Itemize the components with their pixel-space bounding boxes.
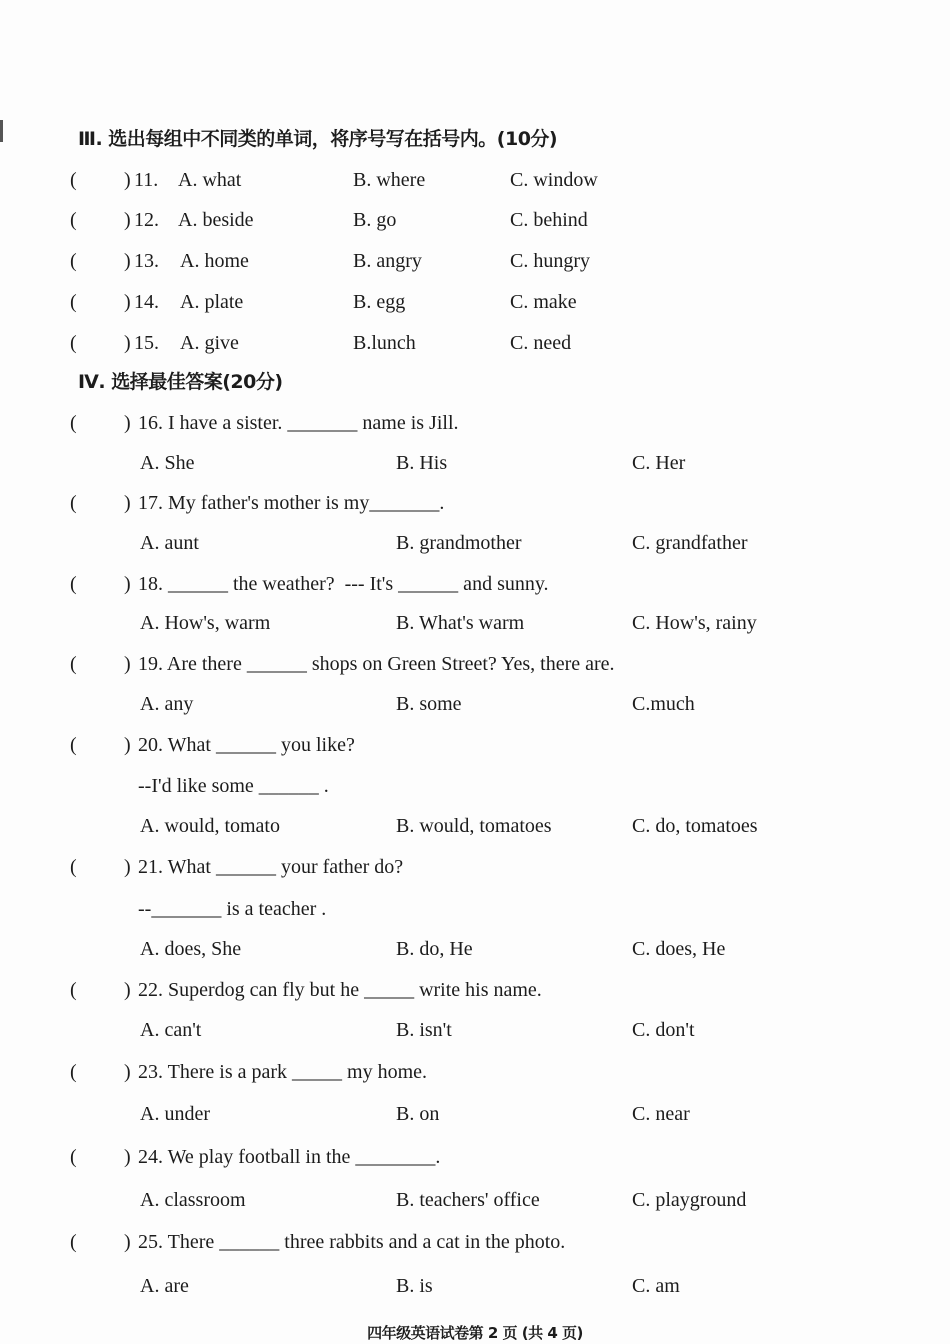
question-row bbox=[0, 649, 950, 679]
question-row bbox=[0, 287, 950, 317]
answer-bracket-close: ) bbox=[124, 1061, 131, 1083]
option-a: A. what bbox=[178, 169, 242, 191]
options-row bbox=[0, 689, 950, 719]
question-row bbox=[0, 852, 950, 882]
option-c: C. am bbox=[632, 1275, 680, 1297]
options-row bbox=[0, 934, 950, 964]
answer-bracket-open[interactable]: ( bbox=[70, 734, 77, 756]
option-c: C. does, He bbox=[632, 938, 726, 960]
option-a: A. classroom bbox=[140, 1189, 246, 1211]
question-subtext: --_______ is a teacher . bbox=[138, 898, 327, 920]
option-c: C. behind bbox=[510, 209, 588, 231]
option-b: B. grandmother bbox=[396, 532, 522, 554]
section-4-heading-text: Ⅳ. 选择最佳答案(20分) bbox=[78, 371, 283, 393]
answer-bracket-close: ) bbox=[124, 209, 131, 231]
option-c: C. grandfather bbox=[632, 532, 748, 554]
section-3-heading bbox=[0, 124, 950, 154]
question-row bbox=[0, 408, 950, 438]
question-text: 18. ______ the weather? --- It's ______ and sunny. bbox=[138, 573, 549, 595]
option-a: A. would, tomato bbox=[140, 815, 280, 837]
option-a: A. beside bbox=[178, 209, 254, 231]
option-c: C. playground bbox=[632, 1189, 747, 1211]
option-b: B. some bbox=[396, 693, 462, 715]
question-row bbox=[0, 1057, 950, 1087]
option-b: B. angry bbox=[353, 250, 422, 272]
question-row bbox=[0, 975, 950, 1005]
question-subline bbox=[0, 894, 950, 924]
question-row bbox=[0, 328, 950, 358]
option-c: C. How's, rainy bbox=[632, 612, 757, 634]
answer-bracket-close: ) bbox=[124, 1146, 131, 1168]
option-b: B. egg bbox=[353, 291, 406, 313]
options-row bbox=[0, 448, 950, 478]
answer-bracket-open[interactable]: ( bbox=[70, 492, 77, 514]
answer-bracket-close: ) bbox=[124, 169, 131, 191]
options-row bbox=[0, 1271, 950, 1301]
question-text: 16. I have a sister. _______ name is Jill. bbox=[138, 412, 459, 434]
option-a: A. give bbox=[180, 332, 239, 354]
page-footer: 四年级英语试卷第 2 页 (共 4 页) bbox=[367, 1324, 583, 1342]
question-number: 13. bbox=[134, 250, 159, 272]
section-4-heading bbox=[0, 367, 950, 397]
answer-bracket-close: ) bbox=[124, 734, 131, 756]
option-b: B. His bbox=[396, 452, 448, 474]
option-b: B. isn't bbox=[396, 1019, 452, 1041]
answer-bracket-open[interactable]: ( bbox=[70, 653, 77, 675]
answer-bracket-open[interactable]: ( bbox=[70, 1231, 77, 1253]
question-row bbox=[0, 569, 950, 599]
question-row bbox=[0, 1227, 950, 1257]
option-b: B. where bbox=[353, 169, 426, 191]
question-subtext: --I'd like some ______ . bbox=[138, 775, 329, 797]
question-text: 20. What ______ you like? bbox=[138, 734, 355, 756]
answer-bracket-open[interactable]: ( bbox=[70, 856, 77, 878]
option-b: B. teachers' office bbox=[396, 1189, 540, 1211]
options-row bbox=[0, 1185, 950, 1215]
option-c: C. window bbox=[510, 169, 598, 191]
answer-bracket-close: ) bbox=[124, 653, 131, 675]
options-row bbox=[0, 1099, 950, 1129]
question-text: 22. Superdog can fly but he _____ write his name. bbox=[138, 979, 542, 1001]
question-number: 15. bbox=[134, 332, 159, 354]
options-row bbox=[0, 811, 950, 841]
answer-bracket-open[interactable]: ( bbox=[70, 412, 77, 434]
answer-bracket-close: ) bbox=[124, 291, 131, 313]
option-a: A. under bbox=[140, 1103, 210, 1125]
answer-bracket-open[interactable]: ( bbox=[70, 291, 77, 313]
option-c: C.much bbox=[632, 693, 695, 715]
question-row bbox=[0, 488, 950, 518]
option-c: C. need bbox=[510, 332, 572, 354]
option-c: C. do, tomatoes bbox=[632, 815, 758, 837]
question-number: 12. bbox=[134, 209, 159, 231]
option-b: B. is bbox=[396, 1275, 433, 1297]
question-text: 21. What ______ your father do? bbox=[138, 856, 404, 878]
option-a: A. home bbox=[180, 250, 249, 272]
options-row bbox=[0, 1015, 950, 1045]
question-row bbox=[0, 165, 950, 195]
option-c: C. don't bbox=[632, 1019, 695, 1041]
answer-bracket-close: ) bbox=[124, 1231, 131, 1253]
option-a: A. can't bbox=[140, 1019, 202, 1041]
option-b: B.lunch bbox=[353, 332, 416, 354]
answer-bracket-close: ) bbox=[124, 573, 131, 595]
answer-bracket-close: ) bbox=[124, 856, 131, 878]
question-text: 17. My father's mother is my_______. bbox=[138, 492, 445, 514]
option-c: C. make bbox=[510, 291, 577, 313]
option-a: A. She bbox=[140, 452, 195, 474]
question-text: 23. There is a park _____ my home. bbox=[138, 1061, 428, 1083]
question-number: 11. bbox=[134, 169, 159, 191]
option-a: A. any bbox=[140, 693, 194, 715]
option-a: A. are bbox=[140, 1275, 189, 1297]
answer-bracket-close: ) bbox=[124, 492, 131, 514]
answer-bracket-open[interactable]: ( bbox=[70, 250, 77, 272]
question-row bbox=[0, 205, 950, 235]
question-text: 24. We play football in the ________. bbox=[138, 1146, 441, 1168]
answer-bracket-open[interactable]: ( bbox=[70, 169, 77, 191]
option-b: B. on bbox=[396, 1103, 440, 1125]
answer-bracket-close: ) bbox=[124, 979, 131, 1001]
option-b: B. do, He bbox=[396, 938, 473, 960]
question-text: 19. Are there ______ shops on Green Street? Yes, there are. bbox=[138, 653, 615, 675]
option-a: A. aunt bbox=[140, 532, 199, 554]
answer-bracket-open[interactable]: ( bbox=[70, 573, 77, 595]
answer-bracket-close: ) bbox=[124, 412, 131, 434]
option-b: B. would, tomatoes bbox=[396, 815, 552, 837]
question-subline bbox=[0, 771, 950, 801]
option-a: A. plate bbox=[180, 291, 244, 313]
option-a: A. does, She bbox=[140, 938, 242, 960]
question-text: 25. There ______ three rabbits and a cat in the photo. bbox=[138, 1231, 566, 1253]
option-a: A. How's, warm bbox=[140, 612, 271, 634]
option-b: B. What's warm bbox=[396, 612, 525, 634]
question-row bbox=[0, 246, 950, 276]
option-c: C. near bbox=[632, 1103, 690, 1125]
answer-bracket-open[interactable]: ( bbox=[70, 209, 77, 231]
question-row bbox=[0, 730, 950, 760]
question-row bbox=[0, 1142, 950, 1172]
section-3-heading-text: Ⅲ. 选出每组中不同类的单词，将序号写在括号内。(10分) bbox=[78, 128, 558, 150]
options-row bbox=[0, 608, 950, 638]
answer-bracket-open[interactable]: ( bbox=[70, 979, 77, 1001]
answer-bracket-close: ) bbox=[124, 332, 131, 354]
question-number: 14. bbox=[134, 291, 159, 313]
answer-bracket-open[interactable]: ( bbox=[70, 1061, 77, 1083]
option-b: B. go bbox=[353, 209, 397, 231]
answer-bracket-open[interactable]: ( bbox=[70, 332, 77, 354]
answer-bracket-close: ) bbox=[124, 250, 131, 272]
options-row bbox=[0, 528, 950, 558]
option-c: C. hungry bbox=[510, 250, 590, 272]
option-c: C. Her bbox=[632, 452, 686, 474]
answer-bracket-open[interactable]: ( bbox=[70, 1146, 77, 1168]
